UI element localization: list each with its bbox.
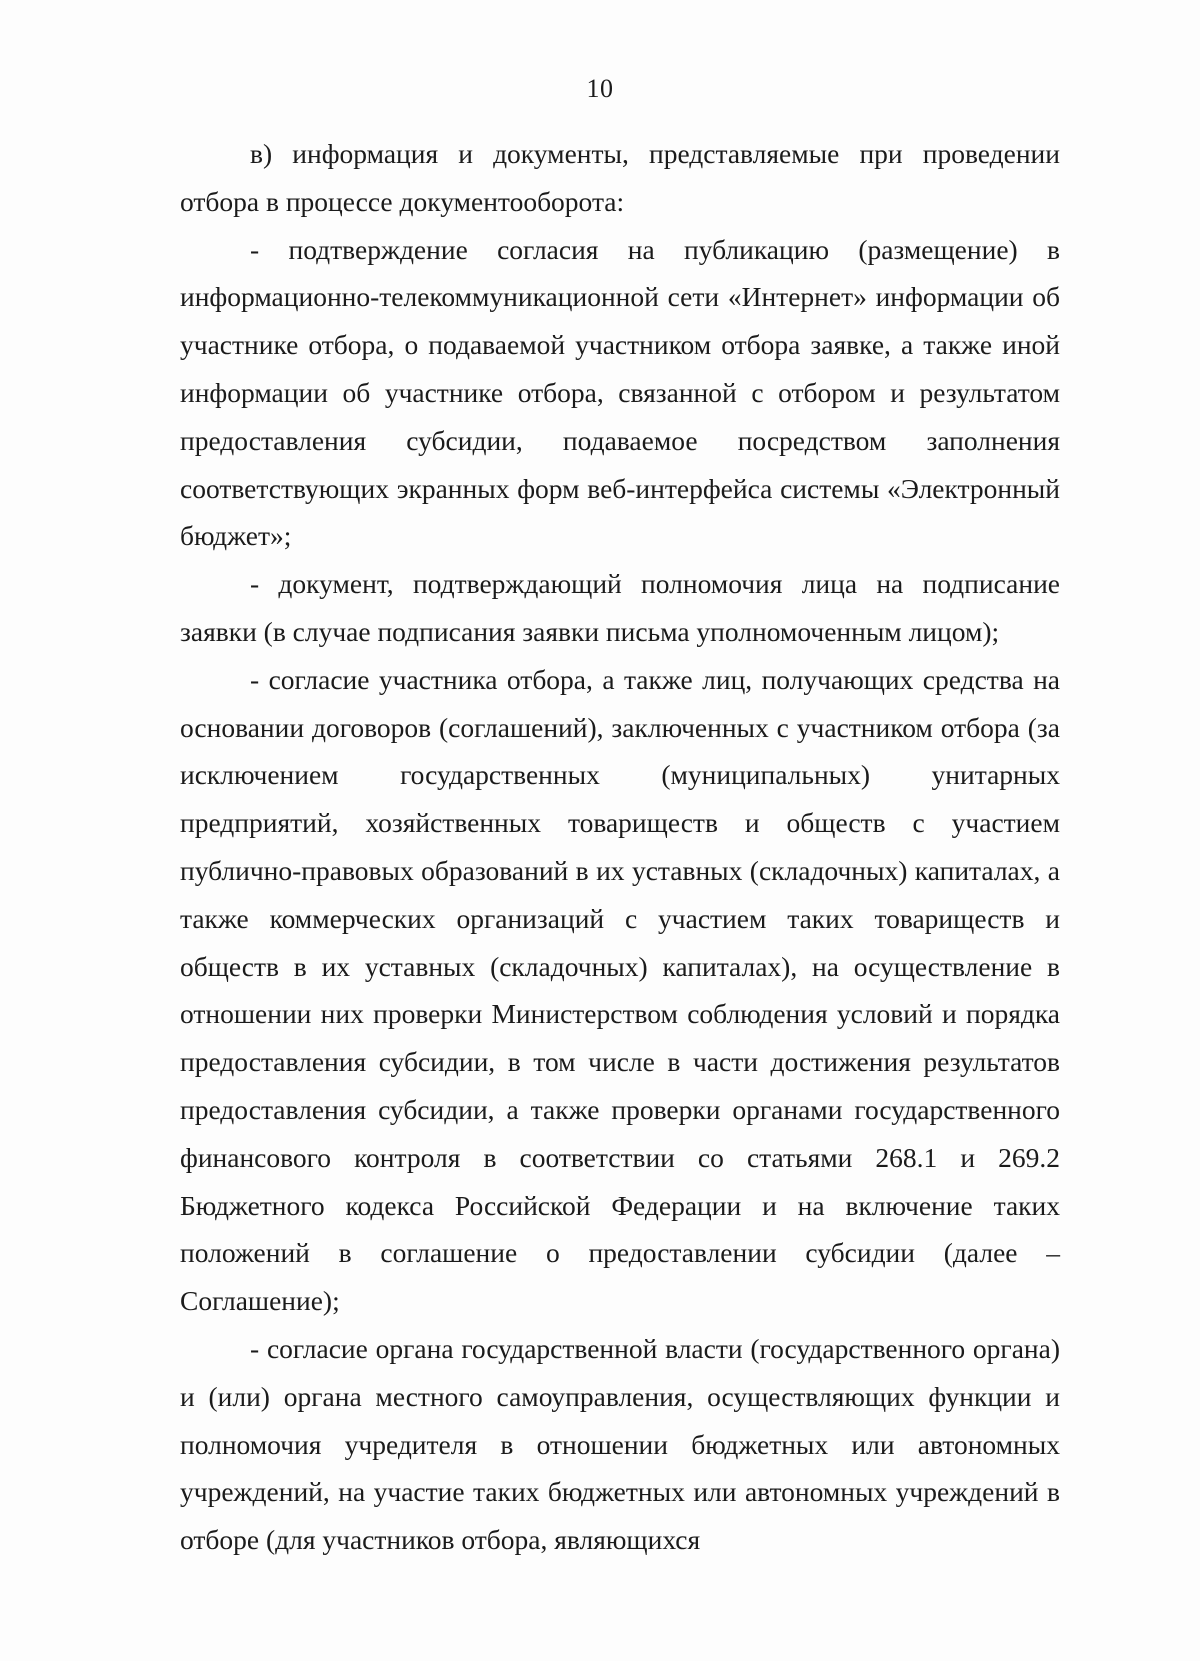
paragraph-authority-document: - документ, подтверждающий полномочия лица на подписание заявки (в случае подписания заявки письма уполномоченным лицом);	[180, 568, 1060, 647]
paragraph-inspection-consent: - согласие участника отбора, а также лиц, получающих средства на основании договоров (соглашений), заключенных с участником отбора (за исключением государственных (муниципальных) унитарных предприятий, хозяйственных товариществ и обществ с участием публично-правовых образований в их уставных (складочных) капиталах, а также коммерческих организаций с участием таких товариществ и обществ в их уставных (складочных) капиталах), на осуществление в отношении них проверки Министерством соблюдения условий и порядка предоставления субсидии, в том числе в части достижения результатов предоставления субсидии, а также проверки органами государственного финансового контроля в соответствии со статьями 268.1 и 269.2 Бюджетного кодекса Российской Федерации и на включение таких положений в соглашение о предоставлении субсидии (далее – Соглашение);	[180, 663, 1060, 1317]
document-body	[180, 130, 1060, 1564]
page-number: 10	[586, 74, 614, 103]
paragraph-info-documents: в) информация и документы, представляемые при проведении отбора в процессе документооборота:	[180, 138, 1060, 217]
paragraph-publication-consent: - подтверждение согласия на публикацию (размещение) в информационно-телекоммуникационной сети «Интернет» информации об участнике отбора, о подаваемой участником отбора заявке, а также иной информации об участнике отбора, связанной с отбором и результатом предоставления субсидии, подаваемое посредством заполнения соответствующих экранных форм веб-интерфейса системы «Электронный бюджет»;	[180, 233, 1060, 552]
paragraph-founder-consent: - согласие органа государственной власти (государственного органа) и (или) органа местного самоуправления, осуществляющих функции и полномочия учредителя в отношении бюджетных или автономных учреждений, на участие таких бюджетных или автономных учреждений в отборе (для участников отбора, являющихся	[180, 1332, 1060, 1556]
